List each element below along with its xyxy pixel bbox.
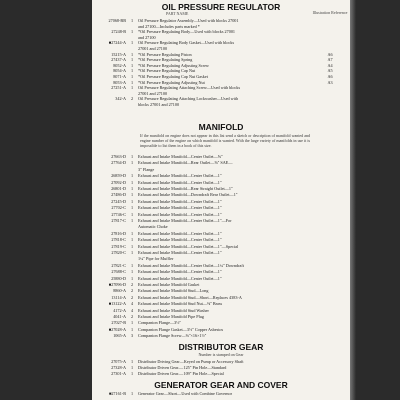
quantity: 1 bbox=[130, 326, 134, 332]
part-number: 27075-A bbox=[111, 359, 126, 364]
part-number: 27301-A bbox=[111, 371, 126, 376]
part-description: Exhaust and Intake Manifold—Center Outlet—1"—For bbox=[138, 218, 232, 223]
part-description: Companion Flange—3½" bbox=[138, 320, 182, 326]
part-description: Exhaust and Intake Manifold—Center Outlet—1" bbox=[138, 269, 222, 275]
part-description: Exhaust and Intake Manifold Stud Washer bbox=[138, 307, 209, 313]
section-title: OIL PRESSURE REGULATOR bbox=[161, 2, 281, 12]
part-description: Exhaust and Intake Manifold Gasket bbox=[138, 282, 200, 287]
part-number: ■27244-A bbox=[108, 40, 126, 46]
part-number: 27092-D bbox=[111, 179, 126, 185]
quantity: 1 bbox=[130, 160, 134, 166]
part-description: Oil Pressure Regulating Body Gasket—Used with blocks bbox=[138, 40, 235, 46]
part-description: Oil Pressure Regulating Attaching Screw—Used with blocks bbox=[138, 85, 241, 91]
part-number: 27251-A bbox=[111, 85, 126, 91]
part-number: 4172-A bbox=[113, 307, 126, 313]
part-description: Exhaust and Intake Manifold Pipe Plug bbox=[138, 314, 204, 319]
section-title: MANIFOLD bbox=[198, 122, 244, 132]
part-number: 8071-A bbox=[113, 74, 126, 79]
part-number: 27027-B bbox=[111, 320, 126, 326]
part-number: 27819-C bbox=[111, 243, 126, 249]
quantity: 1 bbox=[130, 173, 134, 179]
part-number: 27688-C bbox=[111, 269, 126, 275]
quantity: 1 bbox=[130, 57, 134, 63]
quantity: 1 bbox=[130, 230, 134, 236]
part-description: Exhaust and Intake Manifold—Center Outlet—1" bbox=[138, 275, 222, 281]
part-description: Exhaust and Intake Manifold—Rear Outlet—⅝" SAE— bbox=[138, 160, 233, 166]
part-description: *Oil Pressure Regulating Adjusting Screw bbox=[138, 62, 209, 68]
quantity: 1 bbox=[130, 262, 134, 268]
quantity: 1 bbox=[130, 68, 134, 74]
part-description: 27001 and 27100 bbox=[138, 90, 168, 96]
quantity: 4 bbox=[130, 301, 134, 307]
part-description: Companion Flange Screw—⅜"×16×1½" bbox=[138, 333, 207, 339]
part-description: Exhaust and Intake Manifold—Center Outlet—1"—Special bbox=[138, 243, 239, 249]
illustration-reference: A5 bbox=[327, 68, 333, 74]
part-number: 27818-C bbox=[111, 237, 126, 243]
part-description: Oil Pressure Regulator Assembly—Used with blocks 27001 bbox=[138, 18, 239, 23]
part-number: 27816-D bbox=[111, 230, 126, 236]
part-description: *Oil Pressure Regulating Body—Used with blocks 27001 bbox=[138, 29, 236, 35]
part-description: 27001 and 27100 bbox=[138, 46, 168, 51]
part-description: 1¼" Pipe for Muffler bbox=[138, 256, 174, 262]
part-description: Exhaust and Intake Manifold—Center Outlet—1" bbox=[138, 250, 222, 255]
part-number: ■27028-A bbox=[108, 326, 126, 332]
part-description: Distributor Driving Gear—Keyed on Pump or Accessory Shaft bbox=[138, 359, 244, 364]
part-description: *Oil Pressure Regulating Adjusting Nut bbox=[138, 79, 205, 85]
part-description: Exhaust and Intake Manifold—Center Outlet—1" bbox=[138, 173, 222, 179]
quantity: 1 bbox=[130, 243, 134, 249]
part-number: 27248-B bbox=[111, 29, 126, 35]
quantity: 1 bbox=[130, 18, 134, 23]
part-number: ■27161-B bbox=[108, 391, 126, 396]
part-number: 8053-A bbox=[113, 79, 126, 85]
part-number: 27817-C bbox=[111, 218, 126, 223]
column-label-part-name: PART NAME bbox=[166, 11, 189, 16]
part-number: 342-A bbox=[115, 96, 126, 102]
part-number: 27702-C bbox=[111, 205, 126, 211]
part-description: Exhaust and Intake Manifold—Center Outlet—1" bbox=[138, 237, 222, 243]
section-title: DISTRIBUTOR GEAR bbox=[178, 342, 264, 352]
part-description: and 27100 bbox=[138, 34, 156, 40]
catalog-page bbox=[92, 0, 350, 400]
part-description: Companion Flange Gasket—3½" Copper Asbestos bbox=[138, 326, 224, 332]
quantity: 1 bbox=[130, 192, 134, 198]
part-description: Exhaust and Intake Manifold—Center Outlet—1" bbox=[138, 230, 222, 236]
part-description: *Oil Pressure Regulating Piston bbox=[138, 51, 192, 57]
section-title: GENERATOR GEAR AND COVER bbox=[154, 380, 288, 390]
part-number: 26801-D bbox=[111, 186, 126, 191]
part-description: blocks 27001 and 27100 bbox=[138, 102, 180, 107]
part-description: 3" Flange bbox=[138, 166, 155, 172]
part-description: Exhaust and Intake Manifold Stud—Short—Replaces 4383-A bbox=[138, 294, 242, 300]
part-description: Exhaust and Intake Manifold—Downdraft Rear Outlet—1" bbox=[138, 192, 238, 198]
part-description: Exhaust and Intake Manifold—Center Outlet—1" bbox=[138, 205, 222, 211]
part-number: 27746-C bbox=[111, 211, 126, 217]
quantity: 1 bbox=[130, 237, 134, 243]
part-number: 27663-D bbox=[111, 154, 126, 159]
quantity: 1 bbox=[130, 269, 134, 275]
part-description: Distributor Driven Gear—.125" Pin Hole—Standard bbox=[138, 365, 227, 370]
quantity: 1 bbox=[130, 186, 134, 191]
part-description: Automatic Choke bbox=[138, 224, 168, 230]
part-description: Exhaust and Intake Manifold—Center Outlet—⅝" bbox=[138, 154, 223, 159]
part-description: Exhaust and Intake Manifold—Center Outlet—1¼" Downdraft bbox=[138, 262, 244, 268]
part-description: Exhaust and Intake Manifold—Center Outlet—1" bbox=[138, 211, 222, 217]
part-number: 27820-C bbox=[111, 250, 126, 255]
part-number: ■27096-D bbox=[108, 282, 126, 287]
quantity: 1 bbox=[130, 74, 134, 79]
part-description: Exhaust and Intake Manifold Stud—Long bbox=[138, 288, 209, 294]
part-number: 1065-A bbox=[113, 333, 126, 339]
illustration-reference: A3 bbox=[327, 79, 333, 85]
section-intro: If the manifold on engine does not appear in this list send a sketch or description of manifold wanted and engine number of the engine on which manifold is wanted. With the large variety of manifolds in use it is impossible to list them in a book of this size. bbox=[140, 133, 310, 148]
quantity: 1 bbox=[130, 275, 134, 281]
quantity: 1 bbox=[130, 40, 134, 46]
quantity: 4 bbox=[130, 307, 134, 313]
quantity: 1 bbox=[130, 371, 134, 376]
quantity: 1 bbox=[130, 218, 134, 223]
part-description: Oil Pressure Regulating Attaching Lockwasher—Used with bbox=[138, 96, 239, 102]
quantity: 2 bbox=[130, 294, 134, 300]
part-number: 27245-D bbox=[111, 198, 126, 204]
quantity: 2 bbox=[130, 314, 134, 319]
part-number: 25880-D bbox=[111, 275, 126, 281]
quantity: 3 bbox=[130, 333, 134, 339]
part-number: 8860-A bbox=[113, 288, 126, 294]
part-number: 13114-A bbox=[111, 294, 126, 300]
quantity: 1 bbox=[130, 211, 134, 217]
quantity: 1 bbox=[130, 320, 134, 326]
quantity: 1 bbox=[130, 391, 134, 396]
part-number: ■13122-A bbox=[108, 301, 126, 307]
quantity: 1 bbox=[130, 79, 134, 85]
part-number: 27437-A bbox=[111, 57, 126, 63]
part-number: 8052-A bbox=[113, 62, 126, 68]
quantity: 1 bbox=[130, 29, 134, 35]
part-number: 27486-D bbox=[111, 192, 126, 198]
part-number: 27764-D bbox=[111, 160, 126, 166]
part-number: 27821-C bbox=[111, 262, 126, 268]
part-number: 27328-A bbox=[111, 365, 126, 370]
section-subtitle: Number is stamped on Gear bbox=[198, 352, 244, 357]
quantity: 1 bbox=[130, 179, 134, 185]
part-number: 8054-A bbox=[113, 68, 126, 74]
illustration-reference: A6 bbox=[327, 51, 333, 57]
quantity: 1 bbox=[130, 85, 134, 91]
part-description: Exhaust and Intake Manifold—Center Outlet—1" bbox=[138, 179, 222, 185]
part-description: and 27100—Includes parts marked * bbox=[138, 23, 200, 29]
quantity: 1 bbox=[130, 205, 134, 211]
quantity: 1 bbox=[130, 250, 134, 255]
illustration-reference: A6 bbox=[327, 74, 333, 79]
part-description: *Oil Pressure Regulating Cap Nut Gasket bbox=[138, 74, 208, 79]
illustration-reference: A7 bbox=[327, 57, 333, 63]
quantity: 1 bbox=[130, 359, 134, 364]
part-description: Exhaust and Intake Manifold—Rear Straight Outlet—1" bbox=[138, 186, 233, 191]
part-description: *Oil Pressure Regulating Spring bbox=[138, 57, 193, 63]
quantity: 1 bbox=[130, 154, 134, 159]
column-label-illustration-ref: Illustration Reference bbox=[312, 10, 348, 15]
page-edge-shadow bbox=[350, 0, 356, 400]
part-number: 15215-A bbox=[111, 51, 126, 57]
quantity: 2 bbox=[130, 282, 134, 287]
part-number: 27068-BB bbox=[108, 18, 126, 23]
illustration-reference: A4 bbox=[327, 62, 333, 68]
quantity: 2 bbox=[130, 96, 134, 102]
quantity: 1 bbox=[130, 198, 134, 204]
quantity: 1 bbox=[130, 365, 134, 370]
quantity: 1 bbox=[130, 62, 134, 68]
part-description: *Oil Pressure Regulating Cap Nut bbox=[138, 68, 196, 74]
part-description: Distributor Driven Gear—.109" Pin Hole—Special bbox=[138, 371, 224, 376]
part-description: Generator Gear—Short—Used with Combine Governor bbox=[138, 391, 232, 396]
quantity: 1 bbox=[130, 51, 134, 57]
section-4 bbox=[92, 0, 350, 400]
parts-row bbox=[92, 391, 350, 396]
part-description: Exhaust and Intake Manifold—Center Outlet—1" bbox=[138, 198, 222, 204]
part-number: 4041-A bbox=[113, 314, 126, 319]
part-number: 26859-D bbox=[111, 173, 126, 179]
quantity: 2 bbox=[130, 288, 134, 294]
part-description: Exhaust and Intake Manifold Stud Nut—⅜" Brass bbox=[138, 301, 223, 307]
